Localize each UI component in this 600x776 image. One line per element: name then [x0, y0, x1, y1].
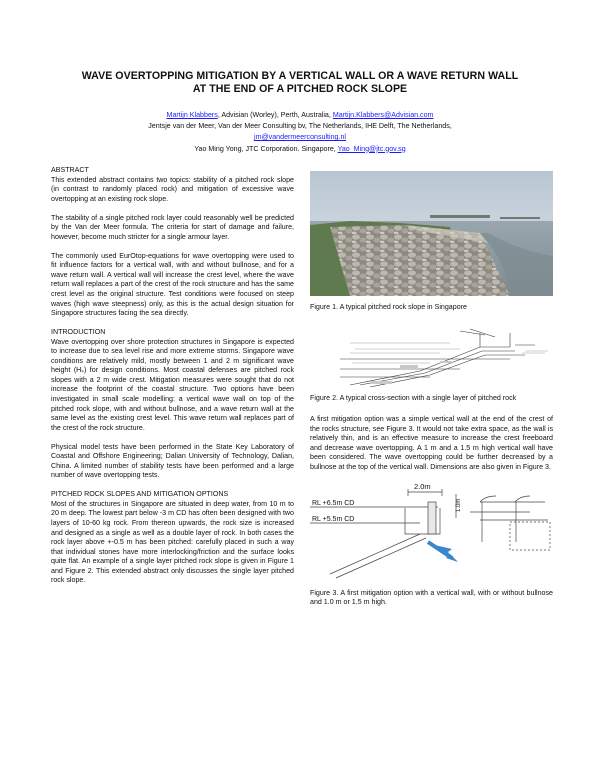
figure-3-diagram [310, 482, 553, 582]
figure-3-label-height: 1.0m [456, 498, 462, 512]
figure-2-cross-section [310, 325, 553, 387]
author-1-email-link[interactable]: Martijn.Klabbers@Advisian.com [332, 111, 434, 119]
abstract-paragraph-1: This extended abstract contains two topics: stability of a pitched rock slope (in contrast to randomly placed rock) and mitigation of excessive wave overtopping at an existing rock slope. [51, 175, 294, 203]
figure-2-caption: Figure 2. A typical cross-section with a single layer of pitched rock [310, 393, 517, 402]
author-2-email-link[interactable]: jm@vandermeerconsulting.nl [254, 133, 346, 142]
author-3-email-link[interactable]: Yao_Ming@jtc.gov.sg [337, 144, 406, 153]
introduction-paragraph-2: Physical model tests have been performed in the State Key Laboratory of Coastal and Offshore Engineering; Dalian University of Technology, Dalian, China. A limited number of stability tests have been performed and a large number of wave overtopping tests. [51, 442, 294, 480]
title-line-1: WAVE OVERTOPPING MITIGATION BY A VERTICAL WALL OR A WAVE RETURN WALL [81, 70, 519, 82]
paper-title [40, 70, 560, 95]
pitched-rock-heading: PITCHED ROCK SLOPES AND MITIGATION OPTIONS [51, 490, 229, 499]
mitigation-paragraph: A first mitigation option was a simple vertical wall at the end of the crest of the rocks structure, see Figure 3. It would not take extra space, as the wall is relatively thin, and is an effective measure to increase the crest freeboard and decrease wave overtopping. A 1 m and a 1.5 m high vertical wall have been considered. The wave overtopping could be further decreased by a bullnose at the top of the vertical wall. Dimensions are also given in Figure 3. [310, 415, 553, 471]
introduction-paragraph-1: Wave overtopping over shore protection structures in Singapore is expected to increase due to sea level rise and more extreme storms. Singapore wave conditions are relatively mild, mostly between 1 and 2 m significant wave height (Hₛ) for design conditions. Most coastal defenses are pitched rock slopes with a 2 m wide crest. Mitigation measures were sought that do not increase the footprint of the coastal structure. Two options have been investigated in small scale modelling: a vertical wave wall on top of the pitched rock slope, with and without bullnose, and a wave return wall at the same level as the existing crest level. This wave return wall replaces part of the crest of the rock structure. [51, 337, 294, 432]
author-3 [60, 144, 540, 155]
author-1 [60, 110, 540, 121]
author-1-affiliation: , Advisian (Worley), Perth, Australia, [217, 111, 333, 119]
left-column [51, 166, 294, 595]
figure-3-caption: Figure 3. A first mitigation option with a vertical wall, with or without bullnose and 1.0 m or 1.5 m high. [310, 588, 553, 607]
abstract-paragraph-3: The commonly used EurOtop-equations for wave overtopping were used to fit influence factors for a vertical wall, with and without bullnose, and for a wave return wall. A vertical wall will increase the crest level, where the wave return wall replaces a part of the crest of the rock structure and has the same crest level as the original structure. Test conditions were focused on steep waves (high wave steepness) only, as this is the actual design situation for Singapore structures facing the sea directly. [51, 251, 294, 318]
introduction-heading: INTRODUCTION [51, 328, 106, 337]
author-2: Jentsje van der Meer, Van der Meer Consulting bv, The Netherlands, IHE Delft, The Netherlands, [148, 122, 452, 131]
figure-3-label-rl-top: RL +6.5m CD [312, 499, 355, 507]
pitched-rock-paragraph: Most of the structures in Singapore are situated in deep water, from 10 m to 20 m deep. The lowest part below -3 m CD has often been designed with two layers of 10-60 kg rock. From thereon upwards, the rock size is increased and designed as a single as well as a double layer of rock. In both cases the rock layer above +-0.5 m has been pitched: carefully placed in such a way that individual stones have more interlocking/friction and the surface looks quite flat. An example of a single layer pitched rock slope is given in Figure 1 and Figure 2. This extended abstract only discusses the single layer pitched rock slope. [51, 499, 294, 585]
abstract-paragraph-2: The stability of a single pitched rock layer could reasonably well be predicted by the Van der Meer formula. The criteria for start of damage and failure, however, become much stricter for a single armour layer. [51, 213, 294, 241]
title-line-2: AT THE END OF A PITCHED ROCK SLOPE [192, 82, 408, 95]
figure-1-caption: Figure 1. A typical pitched rock slope in Singapore [310, 303, 467, 311]
figure-3-label-width: 2.0m [414, 481, 431, 491]
abstract-heading: ABSTRACT [51, 166, 89, 174]
author-1-name-link[interactable]: Martijn Klabbers [166, 111, 218, 119]
author-3-affiliation: Yao Ming Yong, JTC Corporation. Singapore, [194, 144, 338, 153]
author-block [60, 110, 540, 155]
right-column [310, 171, 553, 620]
figure-3-label-rl-bottom: RL +5.5m CD [312, 515, 355, 523]
figure-1-photo [310, 171, 553, 296]
